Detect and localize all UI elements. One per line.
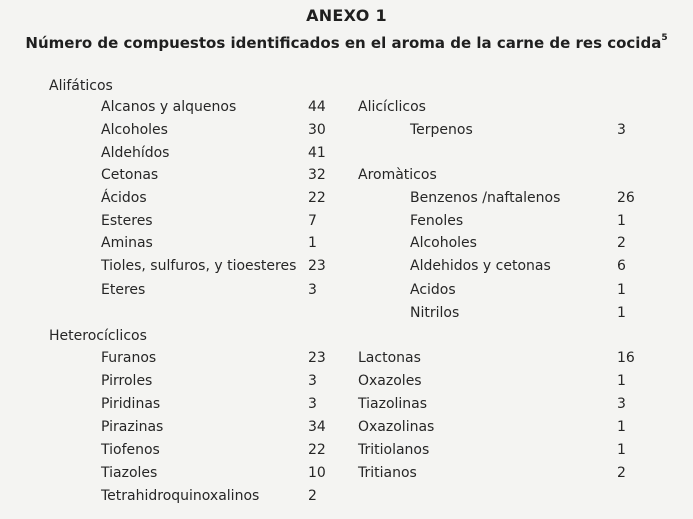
compound-label: Aminas <box>101 235 153 251</box>
compound-count: 3 <box>308 373 317 389</box>
caption-text: Número de compuestos identificados en el aroma de la carne de res cocida <box>25 34 662 52</box>
compound-count: 3 <box>308 282 317 298</box>
compound-count: 34 <box>308 419 326 435</box>
compound-count: 6 <box>617 258 626 274</box>
compound-label: Acidos <box>410 282 456 298</box>
compound-label: Aldehidos y cetonas <box>410 258 551 274</box>
compound-label: Nitrilos <box>410 305 460 321</box>
compound-count: 1 <box>617 305 626 321</box>
compound-label: Cetonas <box>101 167 159 183</box>
compound-count: 1 <box>617 373 626 389</box>
compound-count: 1 <box>617 213 626 229</box>
compound-count: 2 <box>308 488 317 504</box>
footnote-ref: 5 <box>661 33 668 43</box>
compound-label: Tiazoles <box>101 465 158 481</box>
compound-label: Esteres <box>101 213 153 229</box>
compound-label: Furanos <box>101 350 157 366</box>
compound-label: Pirroles <box>101 373 153 389</box>
compound-label: Aldehídos <box>101 145 170 161</box>
table-caption <box>0 34 693 52</box>
compound-count: 22 <box>308 190 326 206</box>
compound-label: Piridinas <box>101 396 161 412</box>
compound-label: Eteres <box>101 282 146 298</box>
compound-label: Fenoles <box>410 213 464 229</box>
compound-count: 2 <box>617 235 626 251</box>
compound-count: 16 <box>617 350 635 366</box>
compound-count: 2 <box>617 465 626 481</box>
compound-label: Alcanos y alquenos <box>101 99 237 115</box>
compound-count: 3 <box>308 396 317 412</box>
compound-label: Benzenos /naftalenos <box>410 190 561 206</box>
annex-title: ANEXO 1 <box>306 6 387 25</box>
category-heterociclicos: Heterocíclicos <box>49 328 147 344</box>
compound-label: Terpenos <box>410 122 473 138</box>
compound-count: 26 <box>617 190 635 206</box>
compound-count: 23 <box>308 350 326 366</box>
compound-label: Alcoholes <box>101 122 168 138</box>
compound-count: 32 <box>308 167 326 183</box>
compound-count: 3 <box>617 122 626 138</box>
compound-label: Tioles, sulfuros, y tioesteres <box>101 258 297 274</box>
compound-count: 1 <box>617 419 626 435</box>
category-aromaticos: Aromàticos <box>358 167 437 183</box>
compound-label: Tiazolinas <box>358 396 428 412</box>
compound-label: Oxazolinas <box>358 419 435 435</box>
compound-label: Tiofenos <box>101 442 160 458</box>
compound-count: 23 <box>308 258 326 274</box>
category-alifaticos: Alifáticos <box>49 78 113 94</box>
compound-count: 1 <box>617 442 626 458</box>
compound-label: Lactonas <box>358 350 421 366</box>
compound-label: Ácidos <box>101 190 147 206</box>
compound-count: 10 <box>308 465 326 481</box>
compound-count: 7 <box>308 213 317 229</box>
category-aliciclicos: Alicíclicos <box>358 99 426 115</box>
compound-count: 1 <box>308 235 317 251</box>
compound-label: Oxazoles <box>358 373 422 389</box>
compound-count: 44 <box>308 99 326 115</box>
compound-count: 3 <box>617 396 626 412</box>
compound-label: Tritiolanos <box>358 442 430 458</box>
compound-label: Tritianos <box>358 465 417 481</box>
compound-count: 22 <box>308 442 326 458</box>
compound-label: Tetrahidroquinoxalinos <box>101 488 260 504</box>
compound-label: Alcoholes <box>410 235 477 251</box>
compound-count: 1 <box>617 282 626 298</box>
compound-count: 41 <box>308 145 326 161</box>
compound-label: Pirazinas <box>101 419 164 435</box>
compound-count: 30 <box>308 122 326 138</box>
